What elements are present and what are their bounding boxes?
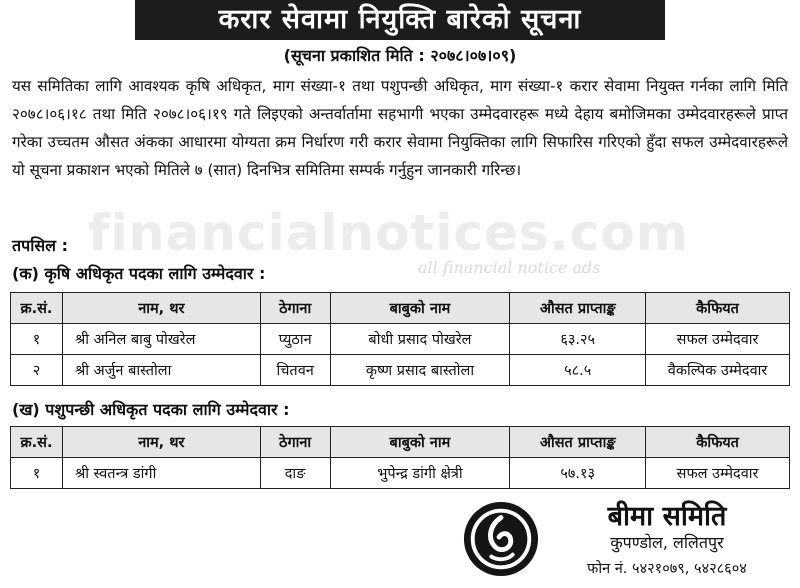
cell-remarks: सफल उम्मेदवार — [646, 458, 790, 489]
header-name: नाम, थर — [62, 293, 260, 324]
section-a-heading: (क) कृषि अधिकृत पदका लागि उम्मेदवार : — [12, 264, 266, 283]
published-date: (सूचना प्रकाशित मिति : २०७८।०७।०९) — [283, 46, 517, 65]
header-remarks: कैफियत — [646, 293, 790, 324]
list-heading: तपसिल : — [12, 236, 68, 255]
notice-body-paragraph: यस समितिका लागि आवश्यक कृषि अधिकृत, माग संख्या-१ तथा पशुपन्छी अधिकृत, माग संख्या-१ करार सेवामा नियुक्त गर्नका लागि मिति २०७८।०६।१८ तथा मिति २०७८।०६।१९ गते लिइएको अन्तर्वार्तामा सहभागी भएका उम्मेदवारहरू मध्ये देहाय बमोजिमका उम्मेदवारहरूले प्राप्त गरेका उच्चतम औसत अंकका आधारमा योग्यता क्रम निर्धारण गरी करार सेवामा नियुक्तिका लागि सिफारिस गरिएको हुँदा सफल उम्मेदवारहरूले यो सूचना प्रकाशन भएको मितिले ७ (सात) दिनभित्र समितिमा सम्पर्क गर्नुहुन जानकारी गरिन्छ। — [12, 77, 788, 179]
organization-phone: फोन नं. ५४२१०७९, ५४२८६०४ — [587, 561, 747, 577]
cell-address: दाङ — [260, 458, 330, 489]
cell-remarks: सफल उम्मेदवार — [646, 324, 790, 355]
header-father-name: बाबुको नाम — [330, 427, 510, 458]
header-address: ठेगाना — [260, 293, 330, 324]
header-address: ठेगाना — [260, 427, 330, 458]
cell-average-score: ५७.१३ — [510, 458, 646, 489]
header-father-name: बाबुको नाम — [330, 293, 510, 324]
cell-father-name: बोधी प्रसाद पोखरेल — [330, 324, 510, 355]
cell-address: चितवन — [260, 355, 330, 386]
notice-body — [12, 72, 788, 184]
cell-name: श्री अनिल बाबु पोखरेल — [62, 324, 260, 355]
table-header-row — [11, 293, 790, 324]
cell-serial: १ — [11, 458, 63, 489]
cell-average-score: ५८.५ — [510, 355, 646, 386]
table-header-row — [11, 427, 790, 458]
cell-serial: २ — [11, 355, 63, 386]
cell-name: श्री अर्जुन बास्तोला — [62, 355, 260, 386]
notice-title: करार सेवामा नियुक्ति बारेको सूचना — [135, 0, 665, 40]
table-row — [11, 355, 790, 386]
organization-address: कुपण्डोल, ललितपुर — [610, 533, 724, 552]
section-b-heading: (ख) पशुपन्छी अधिकृत पदका लागि उम्मेदवार : — [12, 400, 290, 419]
livestock-officer-table — [10, 426, 790, 489]
watermark-text: financialnotices.com — [88, 204, 689, 262]
table-row — [11, 324, 790, 355]
cell-father-name: कृष्ण प्रसाद बास्तोला — [330, 355, 510, 386]
header-remarks: कैफियत — [646, 427, 790, 458]
watermark-subtext: all financial notice ads — [418, 258, 601, 277]
cell-father-name: भुपेन्द्र डांगी क्षेत्री — [330, 458, 510, 489]
cell-remarks: वैकल्पिक उम्मेदवार — [646, 355, 790, 386]
agriculture-officer-table — [10, 292, 790, 386]
header-average-score: औसत प्राप्ताङ्क — [510, 427, 646, 458]
header-serial: क्र.सं. — [11, 427, 63, 458]
header-serial: क्र.सं. — [11, 293, 63, 324]
header-name: नाम, थर — [62, 427, 260, 458]
cell-name: श्री स्वतन्त्र डांगी — [62, 458, 260, 489]
beema-samiti-logo-icon — [462, 500, 540, 578]
cell-address: प्युठान — [260, 324, 330, 355]
cell-serial: १ — [11, 324, 63, 355]
cell-average-score: ६३.२५ — [510, 324, 646, 355]
table-row — [11, 458, 790, 489]
header-average-score: औसत प्राप्ताङ्क — [510, 293, 646, 324]
organization-name: बीमा समिति — [607, 501, 727, 532]
